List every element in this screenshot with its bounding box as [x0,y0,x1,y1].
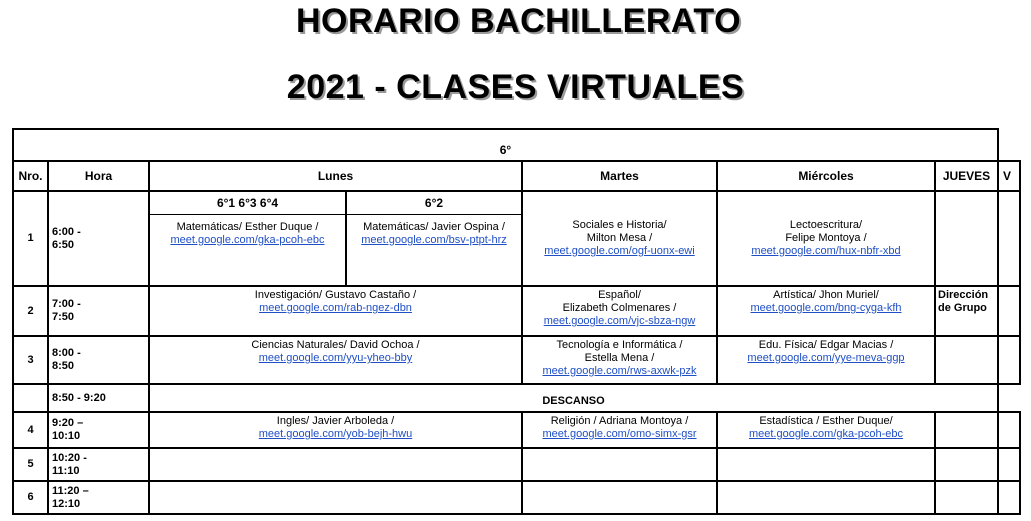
meet-link[interactable]: meet.google.com/rws-axwk-pzk [542,365,697,377]
class-subject: Artística/ Jhon Muriel/ [773,289,879,301]
jueves-cell [935,336,998,384]
break-time: 8:50 - 9:20 [48,384,149,412]
lunes-cell [149,412,522,448]
class-subject: Edu. Física/ Edgar Macias / [758,339,894,351]
row-number: 5 [13,448,48,481]
col-header-nro: Nro. [13,161,48,191]
grade-label: 6° [499,143,512,157]
row-time [48,191,149,286]
lunes-cell [149,336,522,384]
martes-cell [522,336,717,384]
jueves-cell [935,481,998,514]
class-subject: Matemáticas/ Javier Ospina / [363,221,505,233]
break-nro-cell [13,384,48,412]
schedule-table [12,128,1021,515]
viernes-cell [998,336,1020,384]
viernes-cell [998,481,1020,514]
time-end: 6:50 [52,238,75,251]
class-subject: Español/ [598,289,641,301]
martes-cell [522,191,717,286]
class-subject: Investigación/ Gustavo Castaño / [254,289,417,301]
miercoles-cell [717,481,935,514]
table-row [13,481,1020,514]
class-teacher: Estella Mena / [584,352,655,364]
table-row [13,448,1020,481]
time-end: 11:10 [52,464,80,477]
miercoles-cell [717,412,935,448]
meet-link[interactable]: meet.google.com/yye-meva-ggp [747,352,905,364]
row-time [48,336,149,384]
viernes-cell [998,412,1020,448]
lunes-cell [149,286,522,336]
meet-link[interactable]: meet.google.com/bsv-ptpt-hrz [361,234,507,246]
lunes-cell [149,481,522,514]
miercoles-cell [717,191,935,286]
row-time [48,481,149,514]
grade-header [13,129,998,161]
time-start: 9:20 – [52,417,84,429]
col-header-lunes: Lunes [149,161,522,191]
page-title: HORARIO BACHILLERATO [295,2,742,40]
lunes-group-a: 6°1 6°3 6°4 [150,192,345,215]
row-time [48,448,149,481]
time-start: 8:00 - [52,347,81,359]
meet-link[interactable]: meet.google.com/hux-nbfr-xbd [751,245,901,257]
martes-cell [522,412,717,448]
class-subject: Matemáticas/ Esther Duque / [176,221,319,233]
class-subject: Sociales e Historia/ [572,219,667,231]
martes-cell [522,481,717,514]
break-row [13,384,1020,412]
jueves-text: Dirección [938,289,989,301]
class-subject: Tecnología e Informática / [556,339,683,351]
meet-link[interactable]: meet.google.com/vjc-sbza-ngw [543,315,696,327]
class-subject: Ciencias Naturales/ David Ochoa / [251,339,420,351]
jueves-text: de Grupo [938,302,987,314]
row-number: 1 [13,191,48,286]
row-number: 6 [13,481,48,514]
meet-link[interactable]: meet.google.com/bng-cyga-kfh [750,302,902,314]
meet-link[interactable]: meet.google.com/ogf-uonx-ewi [544,245,695,257]
viernes-cell [998,448,1020,481]
table-row [13,336,1020,384]
meet-link[interactable]: meet.google.com/yyu-yheo-bby [258,352,413,364]
time-end: 10:10 [52,430,81,442]
class-teacher: Elizabeth Colmenares / [562,302,677,314]
class-teacher: Milton Mesa / [586,232,653,244]
meet-link[interactable]: meet.google.com/gka-pcoh-ebc [170,234,325,246]
time-start: 7:00 - [52,298,81,310]
row-number: 2 [13,286,48,336]
time-start: 11:20 – [52,484,89,497]
col-header-hora: Hora [48,161,149,191]
viernes-cell [998,191,1020,286]
col-header-viernes: V [998,161,1020,191]
table-row [13,286,1020,336]
meet-link[interactable]: meet.google.com/gka-pcoh-ebc [748,428,904,440]
time-start: 10:20 - [52,451,87,464]
meet-link[interactable]: meet.google.com/yob-bejh-hwu [258,428,413,440]
miercoles-cell [717,336,935,384]
jueves-cell [935,286,998,336]
lunes-cell-b [346,191,522,286]
lunes-cell-a [149,191,346,286]
meet-link[interactable]: meet.google.com/omo-simx-gsr [542,428,697,440]
table-row [13,191,1020,286]
jueves-cell [935,412,998,448]
time-start: 6:00 - [52,225,81,238]
row-number: 4 [13,412,48,448]
lunes-cell [149,448,522,481]
time-end: 8:50 [52,360,75,372]
class-subject: Estadística / Esther Duque/ [759,415,893,427]
time-end: 12:10 [52,497,81,510]
break-label: DESCANSO [149,384,998,412]
miercoles-cell [717,448,935,481]
page-subtitle: 2021 - CLASES VIRTUALES [286,68,745,106]
class-teacher: Felipe Montoya / [785,232,867,244]
lunes-group-b: 6°2 [347,192,521,215]
row-time [48,412,149,448]
time-end: 7:50 [52,311,75,323]
class-subject: Ingles/ Javier Arboleda / [276,415,395,427]
class-subject: Religión / Adriana Montoya / [550,415,689,427]
martes-cell [522,448,717,481]
col-header-miercoles: Miércoles [717,161,935,191]
miercoles-cell [717,286,935,336]
viernes-cell [998,286,1020,336]
jueves-cell [935,191,998,286]
col-header-jueves: JUEVES [935,161,998,191]
row-number: 3 [13,336,48,384]
class-subject: Lectoescritura/ [789,219,863,231]
col-header-martes: Martes [522,161,717,191]
table-row [13,412,1020,448]
meet-link[interactable]: meet.google.com/rab-ngez-dbn [259,302,412,314]
martes-cell [522,286,717,336]
row-time [48,286,149,336]
jueves-cell [935,448,998,481]
